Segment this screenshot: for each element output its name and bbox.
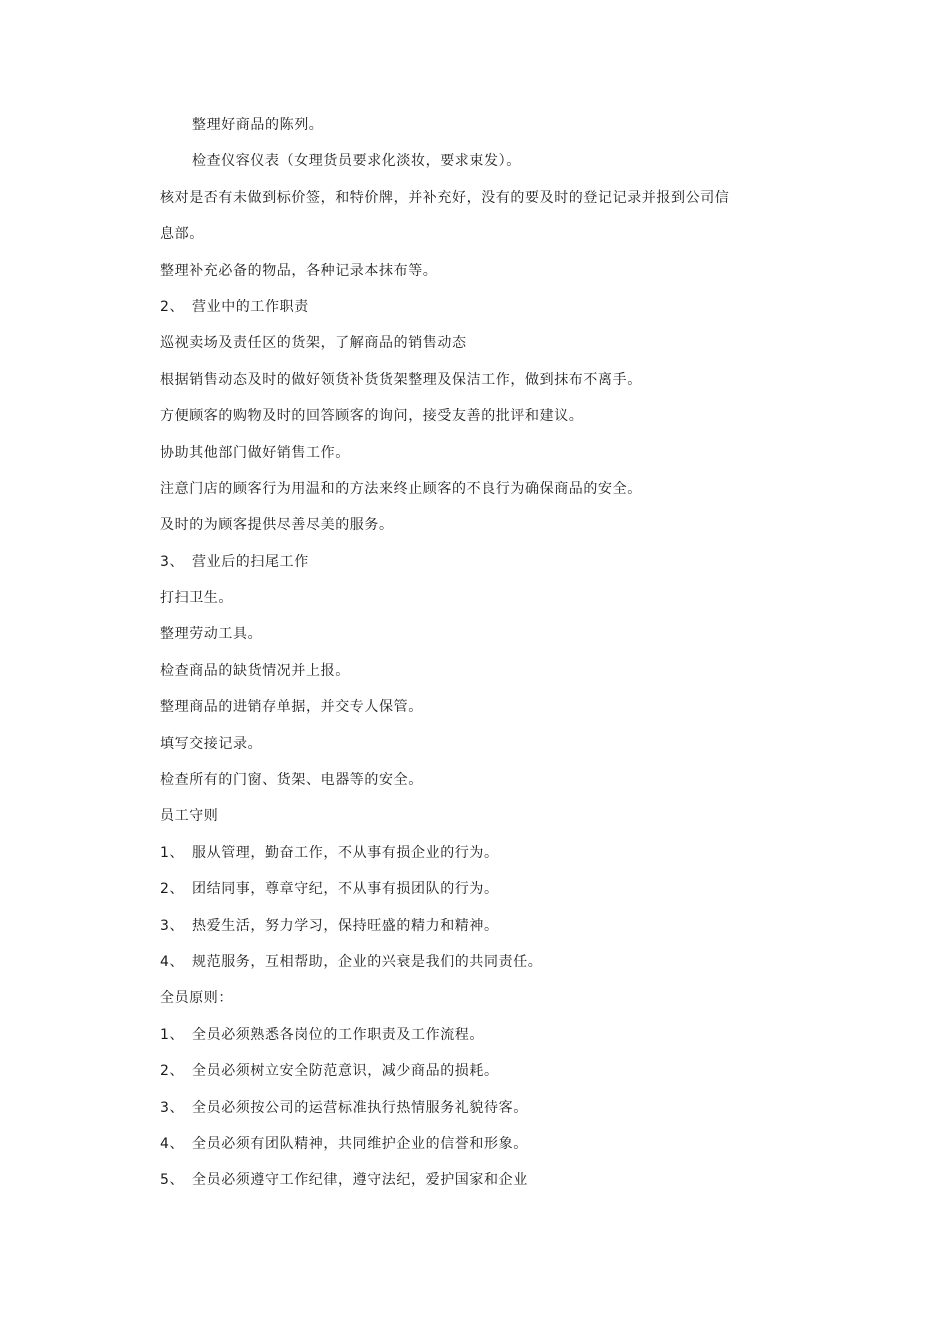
item-number: 1、 bbox=[160, 844, 185, 861]
section-heading bbox=[160, 298, 800, 316]
list-item bbox=[160, 1026, 800, 1044]
text-line bbox=[160, 735, 800, 753]
line-text: 整理好商品的陈列。 bbox=[192, 117, 324, 133]
line-text: 检查所有的门窗、货架、电器等的安全。 bbox=[160, 772, 423, 789]
item-number: 3、 bbox=[160, 917, 185, 934]
item-number: 2、 bbox=[160, 881, 185, 898]
item-number: 4、 bbox=[160, 1135, 185, 1152]
line-text: 营业后的扫尾工作 bbox=[192, 553, 309, 570]
text-line bbox=[160, 152, 800, 170]
line-text: 服从管理，勤奋工作，不从事有损企业的行为。 bbox=[192, 844, 499, 861]
text-line bbox=[160, 407, 800, 425]
text-line bbox=[160, 371, 800, 389]
list-item bbox=[160, 1171, 800, 1189]
text-line bbox=[160, 334, 800, 352]
text-line bbox=[160, 589, 800, 607]
text-line bbox=[160, 698, 800, 716]
line-text: 全员必须遵守工作纪律，遵守法纪，爱护国家和企业 bbox=[192, 1172, 528, 1189]
line-text: 全员必须熟悉各岗位的工作职责及工作流程。 bbox=[192, 1026, 484, 1043]
line-text: 热爱生活，努力学习，保持旺盛的精力和精神。 bbox=[192, 917, 499, 934]
line-text: 团结同事，尊章守纪，不从事有损团队的行为。 bbox=[192, 881, 499, 898]
line-text: 及时的为顾客提供尽善尽美的服务。 bbox=[160, 517, 394, 534]
line-text: 检查仪容仪表（女理货员要求化淡妆，要求束发）。 bbox=[192, 153, 521, 170]
item-number: 3、 bbox=[160, 1099, 185, 1116]
line-text: 息部。 bbox=[160, 226, 204, 243]
item-number: 1、 bbox=[160, 1026, 185, 1043]
line-text: 方便顾客的购物及时的回答顾客的询问，接受友善的批评和建议。 bbox=[160, 408, 584, 425]
text-line bbox=[160, 771, 800, 789]
list-item bbox=[160, 917, 800, 935]
text-line bbox=[160, 189, 800, 207]
section-heading bbox=[160, 807, 800, 825]
text-line bbox=[160, 662, 800, 680]
line-text: 规范服务，互相帮助，企业的兴衰是我们的共同责任。 bbox=[192, 953, 543, 970]
list-item bbox=[160, 1099, 800, 1117]
section-heading bbox=[160, 989, 800, 1007]
line-text: 员工守则 bbox=[160, 808, 219, 825]
text-line bbox=[160, 625, 800, 643]
text-line bbox=[160, 116, 800, 134]
line-text: 整理劳动工具。 bbox=[160, 626, 263, 643]
section-heading bbox=[160, 553, 800, 571]
item-number: 4、 bbox=[160, 953, 185, 970]
text-line bbox=[160, 225, 800, 243]
list-item bbox=[160, 953, 800, 971]
line-text: 整理补充必备的物品，各种记录本抹布等。 bbox=[160, 262, 438, 279]
document-body bbox=[160, 116, 800, 1208]
line-text: 检查商品的缺货情况并上报。 bbox=[160, 662, 350, 679]
line-text: 填写交接记录。 bbox=[160, 735, 263, 752]
list-item bbox=[160, 880, 800, 898]
line-text: 协助其他部门做好销售工作。 bbox=[160, 444, 350, 461]
text-line bbox=[160, 262, 800, 280]
line-text: 全员必须有团队精神，共同维护企业的信誉和形象。 bbox=[192, 1135, 528, 1152]
line-text: 打扫卫生。 bbox=[160, 590, 233, 607]
line-text: 核对是否有未做到标价签，和特价牌，并补充好，没有的要及时的登记记录并报到公司信 bbox=[160, 189, 730, 206]
list-item bbox=[160, 1135, 800, 1153]
line-text: 根据销售动态及时的做好领货补货货架整理及保洁工作，做到抹布不离手。 bbox=[160, 371, 642, 388]
line-text: 全员原则： bbox=[160, 990, 233, 1007]
line-text: 巡视卖场及责任区的货架，了解商品的销售动态 bbox=[160, 335, 467, 352]
text-line bbox=[160, 480, 800, 498]
line-text: 整理商品的进销存单据，并交专人保管。 bbox=[160, 699, 423, 716]
text-line bbox=[160, 444, 800, 462]
item-number: 2、 bbox=[160, 298, 185, 315]
text-line bbox=[160, 516, 800, 534]
list-item bbox=[160, 844, 800, 862]
line-text: 全员必须树立安全防范意识，减少商品的损耗。 bbox=[192, 1063, 499, 1080]
item-number: 2、 bbox=[160, 1063, 185, 1080]
list-item bbox=[160, 1062, 800, 1080]
item-number: 5、 bbox=[160, 1172, 185, 1189]
line-text: 注意门店的顾客行为用温和的方法来终止顾客的不良行为确保商品的安全。 bbox=[160, 480, 642, 497]
line-text: 全员必须按公司的运营标准执行热情服务礼貌待客。 bbox=[192, 1099, 528, 1116]
line-text: 营业中的工作职责 bbox=[192, 298, 309, 315]
item-number: 3、 bbox=[160, 553, 185, 570]
